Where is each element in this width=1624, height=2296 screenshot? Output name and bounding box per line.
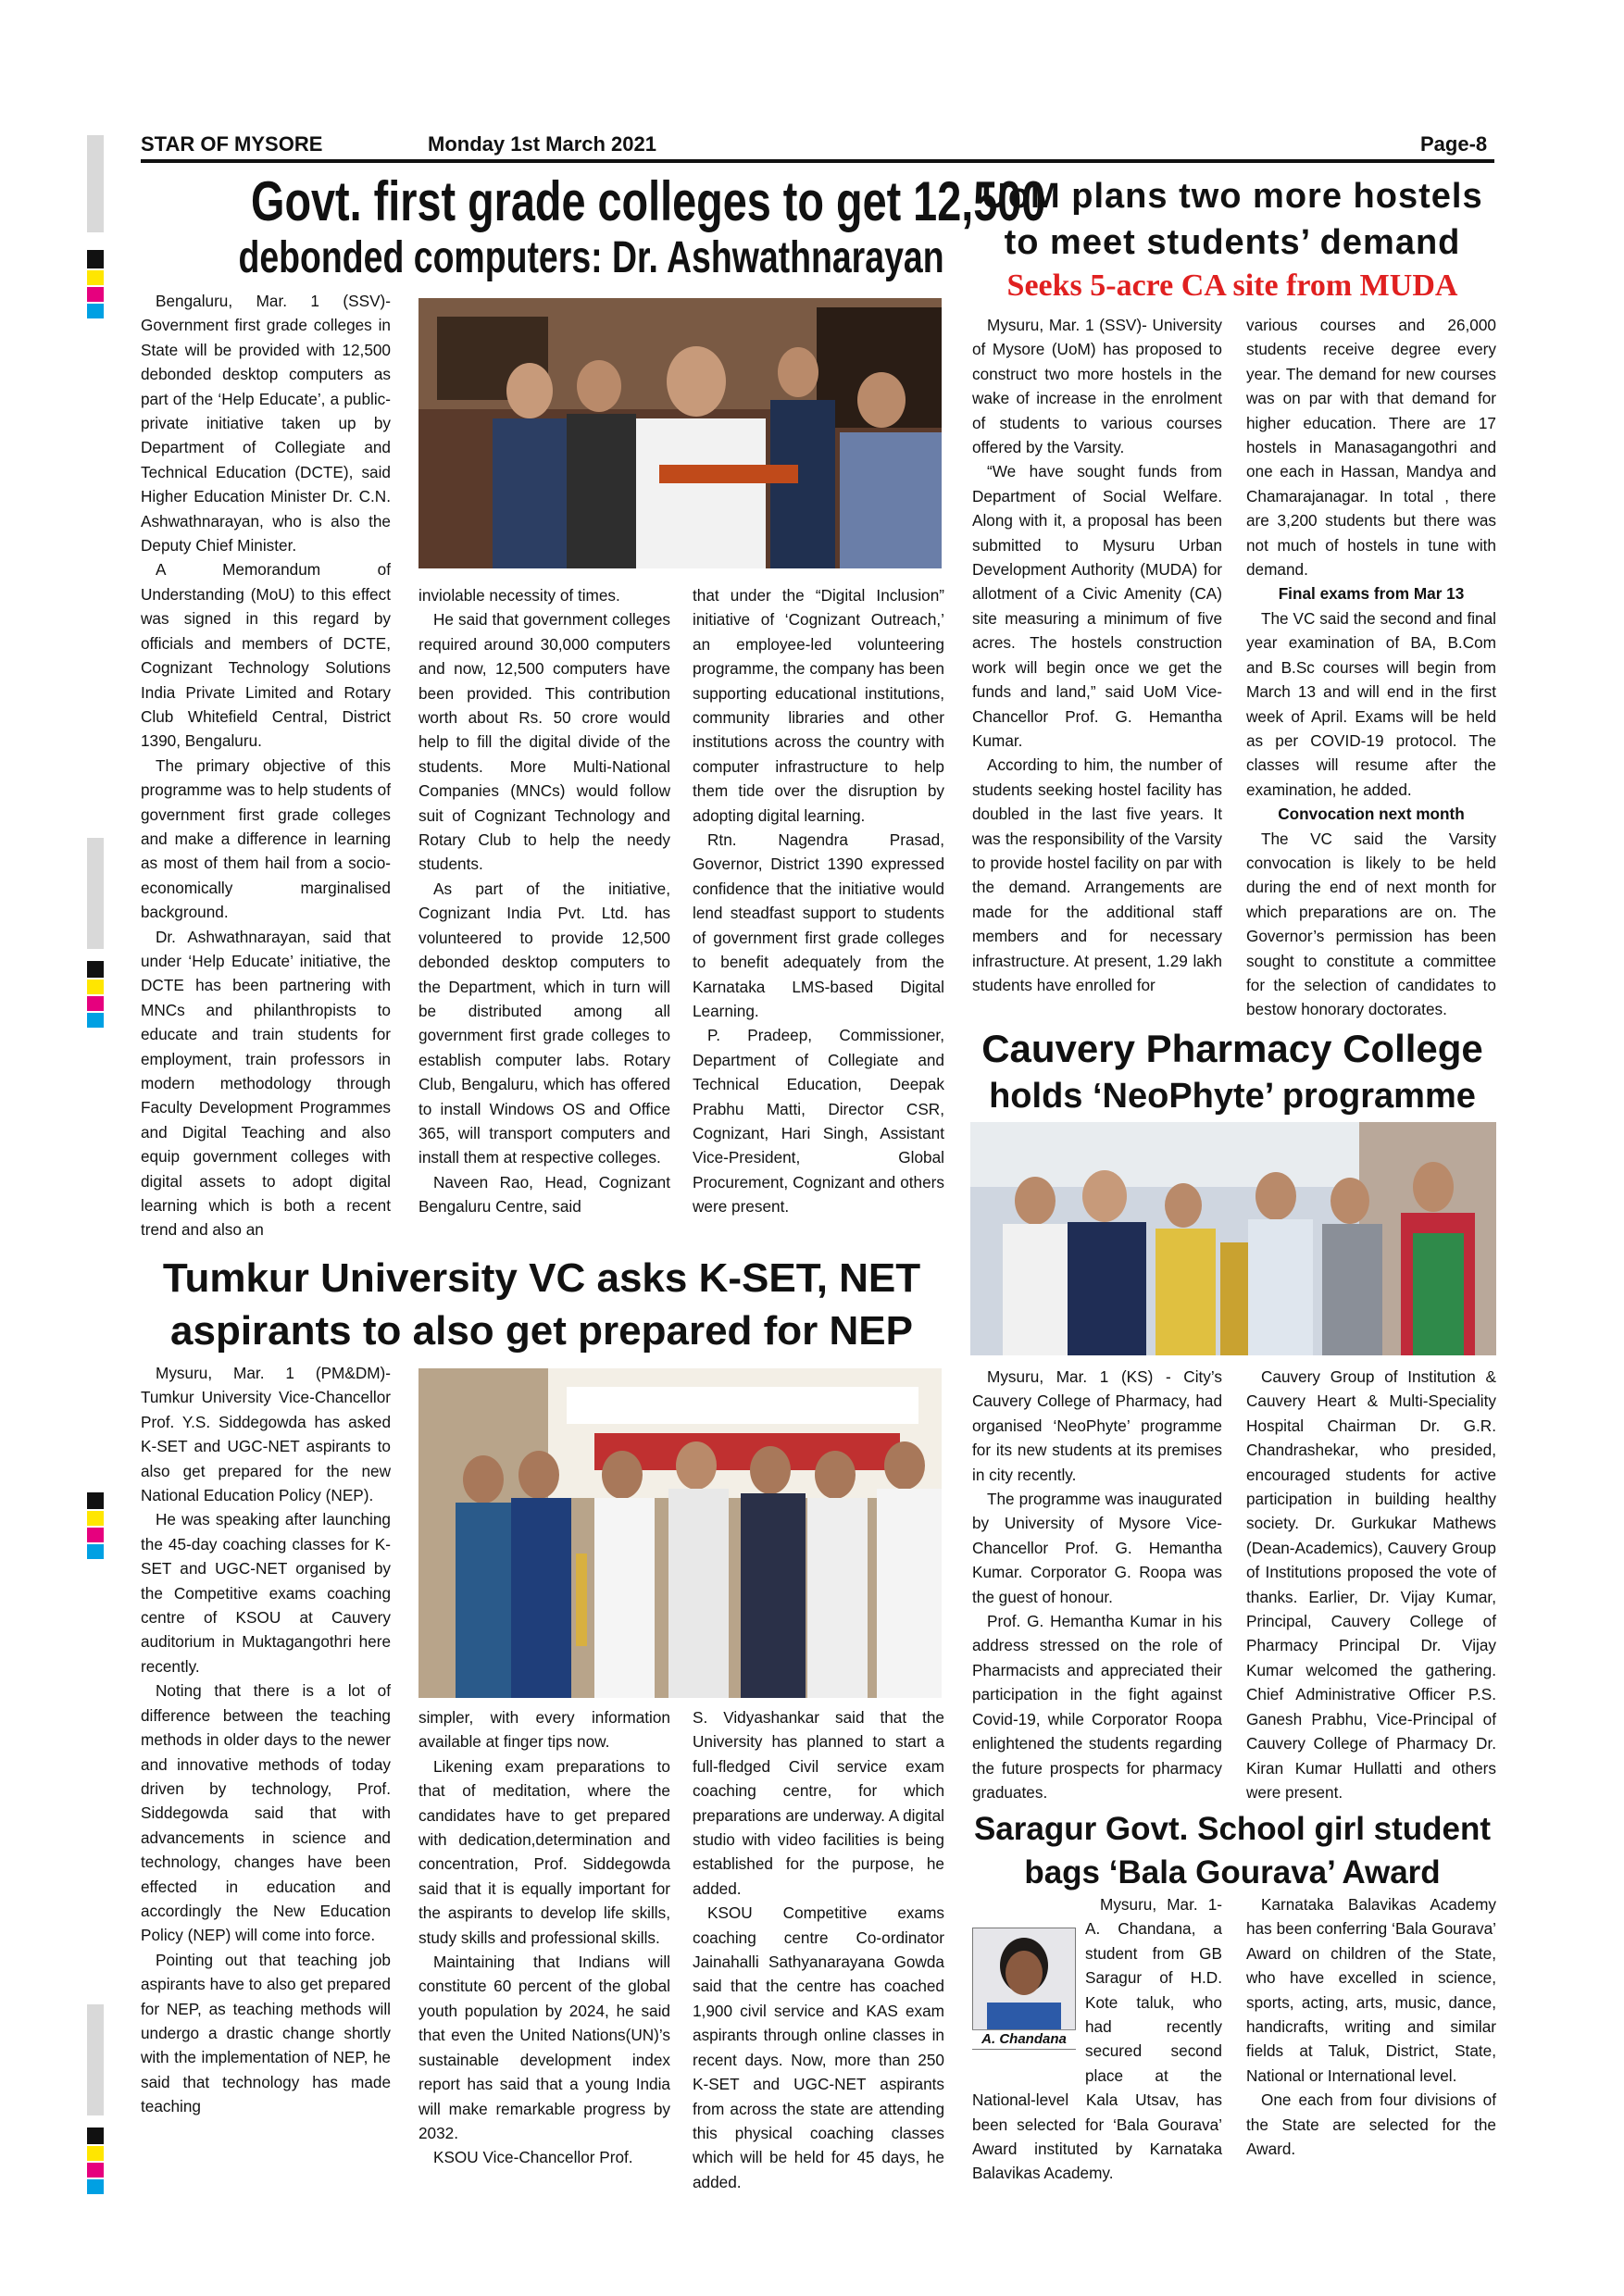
reg-mark-magenta (87, 996, 104, 1011)
paragraph: One each from four divisions of the State are selected for the Award. (1246, 2090, 1496, 2159)
colleges-column-2 (418, 583, 670, 1219)
colleges-photo-mou-exchange (418, 298, 942, 568)
tumkur-photo-lamp-lighting (418, 1368, 942, 1698)
page-number: Page-8 (1420, 132, 1488, 156)
paragraph: Likening exam preparations to that of meditation, where the candidates have to get prepared with dedication,determination and concentration, Prof. Siddegowda said that it is equally important for the aspirants to develop life skills, study skills and professional skills. (418, 1756, 670, 1947)
colleges-headline-1: Govt. first grade colleges to get 12,500 (251, 170, 1046, 232)
paragraph: Mysuru, Mar. 1- A. Chandana, a student from GB Saragur of H.D. Kote taluk, who had recently secured second place at the National-level Kala Utsav, has been selected for ‘Bala Gourava’ Award instituted by Karnataka Balavikas Academy. (972, 1895, 1222, 2183)
subheading: Convocation next month (1278, 805, 1465, 824)
reg-mark-black (87, 1492, 104, 1509)
paragraph: simpler, with every information available at finger tips now. (418, 1708, 670, 1752)
paragraph: He was speaking after launching the 45-day coaching classes for K-SET and UGC-NET organised by the Competitive exams coaching centre of KSOU at Cauvery auditorium in Muktagangothri here recently. (141, 1510, 391, 1676)
reg-mark-cyan (87, 304, 104, 318)
hostels-column-2 (1246, 313, 1496, 1022)
paragraph: Prof. G. Hemantha Kumar in his address stressed on the role of Pharmacists and appreciated their participation in the fight against Covid-19, while Corporator Roopa enlightened the students regarding the future prospects for pharmacy graduates. (972, 1612, 1222, 1802)
paragraph: As part of the initiative, Cognizant India Pvt. Ltd. has volunteered to provide 12,500 debonded desktop computers to the Department, which in turn will be distributed among all government first grade colleges to establish computer labs. Rotary Club, Bengaluru, which has offered to install Windows OS and Office 365, will transport computers and install them at respective colleges. (418, 879, 670, 1167)
hostels-headline-1: UoM plans two more hostels (981, 177, 1483, 216)
paragraph: Rtn. Nagendra Prasad, Governor, District 1390 expressed confidence that the initiative would lend steadfast support to students of government first grade colleges to benefit adequately from the Karnataka LMS-based Digital Learning. (693, 830, 944, 1020)
paragraph: The VC said the second and final year examination of BA, B.Com and B.Sc courses will begin from March 13 and will end in the first week of April. Exams will be held as per COVID-19 protocol. The classes will resume after the examination, he added. (1246, 608, 1496, 799)
paragraph: Bengaluru, Mar. 1 (SSV)- Government first grade colleges in State will be provided with 12,500 debonded desktop computers as part of the ‘Help Educate’, a public-private initiative taken up by Department of Collegiate and Technical Education (DCTE), said Higher Education Minister Dr. C.N. Ashwathnarayan, who is also the Deputy Chief Minister. (141, 292, 391, 555)
paragraph: Pointing out that teaching job aspirants have to also get prepared for NEP, as teaching methods will undergo a drastic change shortly with the implementation of NEP, he said that technology has made teaching (141, 1950, 391, 2116)
paragraph: KSOU Competitive exams coaching centre Co-ordinator Jainahalli Sathyanarayana Gowda said that the centre has coached 1,900 civil service and KAS exam aspirants through online classes in recent days. Now, more than 250 K-SET and UGC-NET aspirants from across the state are attending this physical coaching classes which will be held for 45 days, he added. (693, 1903, 944, 2191)
tumkur-column-2 (418, 1705, 670, 2170)
paragraph: “We have sought funds from Department of Social Welfare. Along with it, a proposal has been submitted to Mysuru Urban Development Authority (MUDA) for allotment of a Civic Amenity (CA) site measuring a minimum of five acres. The hostels construction work will begin once we get the funds and land,” said UoM Vice-Chancellor Prof. G. Hemantha Kumar. (972, 462, 1222, 750)
saragur-photo-caption: A. Chandana (972, 2029, 1076, 2049)
paragraph: KSOU Vice-Chancellor Prof. (433, 2148, 633, 2167)
paragraph: A Memorandum of Understanding (MoU) to this effect was signed in this regard by officials and members of DCTE, Cognizant Technology Solutions India Private Limited and Rotary Club Whitefield Central, District 1390, Bengaluru. (141, 560, 391, 751)
colleges-headline-2: debonded computers: Dr. Ashwathnarayan (238, 233, 944, 282)
paragraph: various courses and 26,000 students receive degree every year. The demand for new courses was on par with that demand for higher education. There are 17 hostels in Manasagangothri and one each in Hassan, Mandya and Chamarajanagar. In total , there are 3,200 students but there was not much of hostels in tune with demand. (1246, 316, 1496, 580)
paragraph: The programme was inaugurated by University of Mysore Vice-Chancellor Prof. G. Hemantha Kumar. Corporator G. Roopa was the guest of honour. (972, 1490, 1222, 1606)
reg-mark-cyan (87, 2179, 104, 2194)
pharmacy-headline-2: holds ‘NeoPhyte’ programme (989, 1077, 1476, 1116)
paper-name: STAR OF MYSORE (141, 132, 323, 156)
saragur-headline-1: Saragur Govt. School girl student (973, 1811, 1492, 1847)
reg-mark-yellow (87, 980, 104, 994)
paragraph: P. Pradeep, Commissioner, Department of Collegiate and Technical Education, Deepak Prabhu Matti, Director CSR, Cognizant, Hari Singh, Assistant Vice-President, Global Procurement, Cognizant and others were present. (693, 1026, 944, 1217)
reg-mark-magenta (87, 287, 104, 302)
paragraph: S. Vidyashankar said that the University has planned to start a full-fledged Civil service exam coaching centre, for which preparations are underway. A digital studio with video facilities is being established for the purpose, he added. (693, 1708, 944, 1898)
paragraph: Dr. Ashwathnarayan, said that under ‘Help Educate’ initiative, the DCTE has been partnering with MNCs and philanthropists to educate and train students for employment, train professors in modern methodology through Faculty Development Programmes and Digital Teaching and also equip government colleges with digital assets to adopt digital learning which is both a recent trend and also an (141, 927, 391, 1240)
tumkur-headline-1: Tumkur University VC asks K-SET, NET (162, 1255, 921, 1301)
paragraph: Mysuru, Mar. 1 (PM&DM)- Tumkur University Vice-Chancellor Prof. Y.S. Siddegowda has asked K-SET and UGC-NET aspirants to also get prepared for the new National Education Policy (NEP). (141, 1364, 391, 1505)
colleges-column-3 (693, 583, 944, 1219)
reg-mark-cyan (87, 1544, 104, 1559)
reg-mark-yellow (87, 2146, 104, 2161)
saragur-column-1 (972, 1892, 1222, 2186)
paragraph: Mysuru, Mar. 1 (KS) - City’s Cauvery College of Pharmacy, had organised ‘NeoPhyte’ programme for its new students at its premises in city recently. (972, 1367, 1222, 1484)
paragraph: The VC said the Varsity convocation is likely to be held during the end of next month for which preparations are on. The Governor’s permission has been sought to constitute a committee for the selection of candidates to bestow honorary doctorates. (1246, 829, 1496, 1019)
reg-mark-yellow (87, 1511, 104, 1526)
paragraph: inviolable necessity of times. (418, 586, 620, 605)
reg-mark-cyan (87, 1013, 104, 1028)
tumkur-column-1 (141, 1361, 391, 2119)
float-spacer (972, 1915, 1085, 2074)
paragraph: Noting that there is a lot of difference between the teaching methods in older days to the newer and innovative methods of today driven by technology, Prof. Siddegowda said that with advancements in science and technology, changes have been effected in education and accordingly the New Education Policy (NEP) will come into force. (141, 1681, 391, 1945)
paragraph: Naveen Rao, Head, Cognizant Bengaluru Centre, said (418, 1172, 670, 1217)
paragraph: He said that government colleges required around 30,000 computers and now, 12,500 computers have been provided. This contribution worth about Rs. 50 crore would help to fill the digital divide of the students. More Multi-National Companies (MNCs) would follow suit of Cognizant Technology and Rotary Club to help the needy students. (418, 610, 670, 874)
tumkur-headline-2: aspirants to also get prepared for NEP (170, 1308, 913, 1354)
margin-bar-bottom (87, 2004, 104, 2115)
header-rule (141, 159, 1494, 163)
margin-bar-mid (87, 838, 104, 949)
hostels-headline-2: to meet students’ demand (1004, 223, 1461, 262)
hostels-subheadline: Seeks 5-acre CA site from MUDA (1006, 268, 1458, 303)
paragraph: that under the “Digital Inclusion” initiative of ‘Cognizant Outreach,’ an employee-led volunteering programme, the company has been supporting educational institutions, community libraries and other institutions across the country with computer infrastructure to help them tide over the disruption by adopting digital learning. (693, 586, 944, 825)
subheading: Final exams from Mar 13 (1278, 584, 1465, 604)
saragur-column-2 (1246, 1892, 1496, 2161)
paragraph: Karnataka Balavikas Academy has been conferring ‘Bala Gourava’ Award on children of the State, who have excelled in science, sports, acting, arts, music, dance, handicrafts, writing and similar fields at Taluk, District, State, National or International level. (1246, 1895, 1496, 2085)
tumkur-column-3 (693, 1705, 944, 2194)
pharmacy-photo-lamp-lighting (970, 1122, 1496, 1355)
reg-mark-black (87, 961, 104, 978)
pharmacy-headline-1: Cauvery Pharmacy College (981, 1027, 1483, 1070)
reg-mark-black (87, 250, 104, 268)
pharmacy-column-2 (1246, 1365, 1496, 1804)
colleges-column-1 (141, 289, 391, 1242)
pharmacy-column-1 (972, 1365, 1222, 1804)
paragraph: According to him, the number of students seeking hostel facility has doubled in the last five years. It was the responsibility of the Varsity to provide hostel facility on par with the demand. Arrangements are made for the additional staff members and for necessary infrastructure. At present, 1.29 lakh students have enrolled for (972, 755, 1222, 994)
reg-mark-magenta (87, 1528, 104, 1542)
reg-mark-magenta (87, 2163, 104, 2177)
reg-mark-yellow (87, 270, 104, 285)
hostels-column-1 (972, 313, 1222, 997)
saragur-headline-2: bags ‘Bala Gourava’ Award (1024, 1854, 1441, 1890)
paragraph: Mysuru, Mar. 1 (SSV)- University of Mysore (UoM) has proposed to construct two more hostels in the wake of increase in the enrolment of students to various courses offered by the Varsity. (972, 316, 1222, 457)
paragraph: Maintaining that Indians will constitute 60 percent of the global youth population by 2024, he said that even the United Nations(UN)’s sustainable development index report has said that a young India will make remarkable progress by 2032. (418, 1953, 670, 2142)
paragraph: Cauvery Group of Institution & Cauvery Heart & Multi-Speciality Hospital Chairman Dr. G.R. Chandrashekar, who presided, encouraged students for active participation in building healthy society. Dr. Gurkukar Mathews (Dean-Academics), Cauvery Group of Institutions proposed the vote of thanks. Earlier, Dr. Vijay Kumar, Principal, Cauvery College of Pharmacy Principal Dr. Vijay Kumar welcomed the gathering. Chief Administrative Officer P.S. Ganesh Prabhu, Vice-Principal of Cauvery College of Pharmacy Dr. Kiran Kumar Hullatti and others were present. (1246, 1367, 1496, 1802)
reg-mark-black (87, 2128, 104, 2144)
page-date: Monday 1st March 2021 (428, 132, 656, 156)
margin-bar-top (87, 135, 104, 232)
paragraph: The primary objective of this programme was to help students of government first grade colleges and make a difference in learning as most of them hail from a socio-economically marginalised background. (141, 755, 391, 922)
